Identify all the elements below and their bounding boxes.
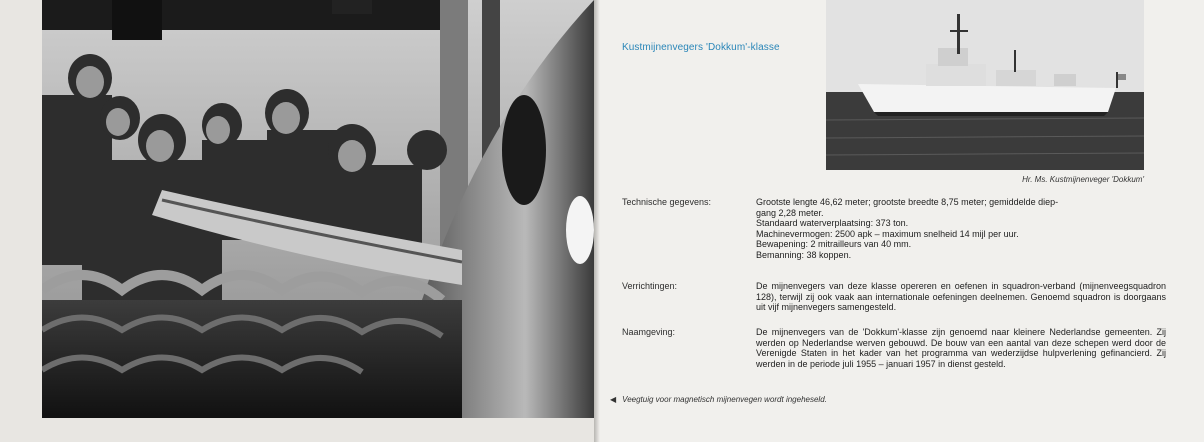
verrichtingen-body: De mijnenvegers van deze klasse opereren en oefenen in squadron-verband (mijnenveegsquadron 128), terwijl zij ook vaak aan internationale oefeningen deelnemen. Genoemd squadron is doorgaans uit vijf mijnenvegers samengesteld. xyxy=(756,281,1166,313)
ship-photo xyxy=(826,0,1144,170)
technische-line: Bemanning: 38 koppen. xyxy=(756,249,852,260)
naamgeving-body: De mijnenvegers van de 'Dokkum'-klasse zijn genoemd naar kleinere Nederlandse gemeenten. Zij werden op Nederlandse werven gebouwd. De bouw van een aantal van deze schepen werd door de Verenigde Staten in het kader van het programma van wederzijdse hulpverlening gefinancierd. Zij werden in de periode juli 1955 – januari 1957 in dienst gesteld. xyxy=(756,327,1166,369)
crew-photo-illustration xyxy=(42,0,594,418)
photo-caption xyxy=(610,395,827,404)
technische-line: Grootste lengte 46,62 meter; grootste breedte 8,75 meter; gemiddelde diep- xyxy=(756,197,1059,207)
technische-label: Technische gegevens: xyxy=(622,197,712,207)
photo-caption-text: Veegtuig voor magnetisch mijnenvegen wordt ingeheseld. xyxy=(622,395,827,404)
triangle-left-icon: ◀ xyxy=(610,395,617,404)
right-page xyxy=(600,0,1204,442)
technische-body xyxy=(756,197,1166,261)
page-title: Kustmijnenvegers 'Dokkum'-klasse xyxy=(622,42,780,53)
technische-line: Standaard waterverplaatsing: 373 ton. xyxy=(756,218,909,229)
ship-illustration xyxy=(826,0,1144,170)
technische-line: gang 2,28 meter. xyxy=(756,207,824,218)
technische-line: Bewapening: 2 mitrailleurs van 40 mm. xyxy=(756,239,912,250)
technische-line: Machinevermogen: 2500 apk – maximum snelheid 14 mijl per uur. xyxy=(756,228,1019,239)
verrichtingen-label: Verrichtingen: xyxy=(622,281,678,291)
naamgeving-label: Naamgeving: xyxy=(622,327,676,337)
ship-caption: Hr. Ms. Kustmijnenveger 'Dokkum' xyxy=(1022,175,1144,184)
left-page xyxy=(0,0,596,442)
crew-photo xyxy=(42,0,594,418)
